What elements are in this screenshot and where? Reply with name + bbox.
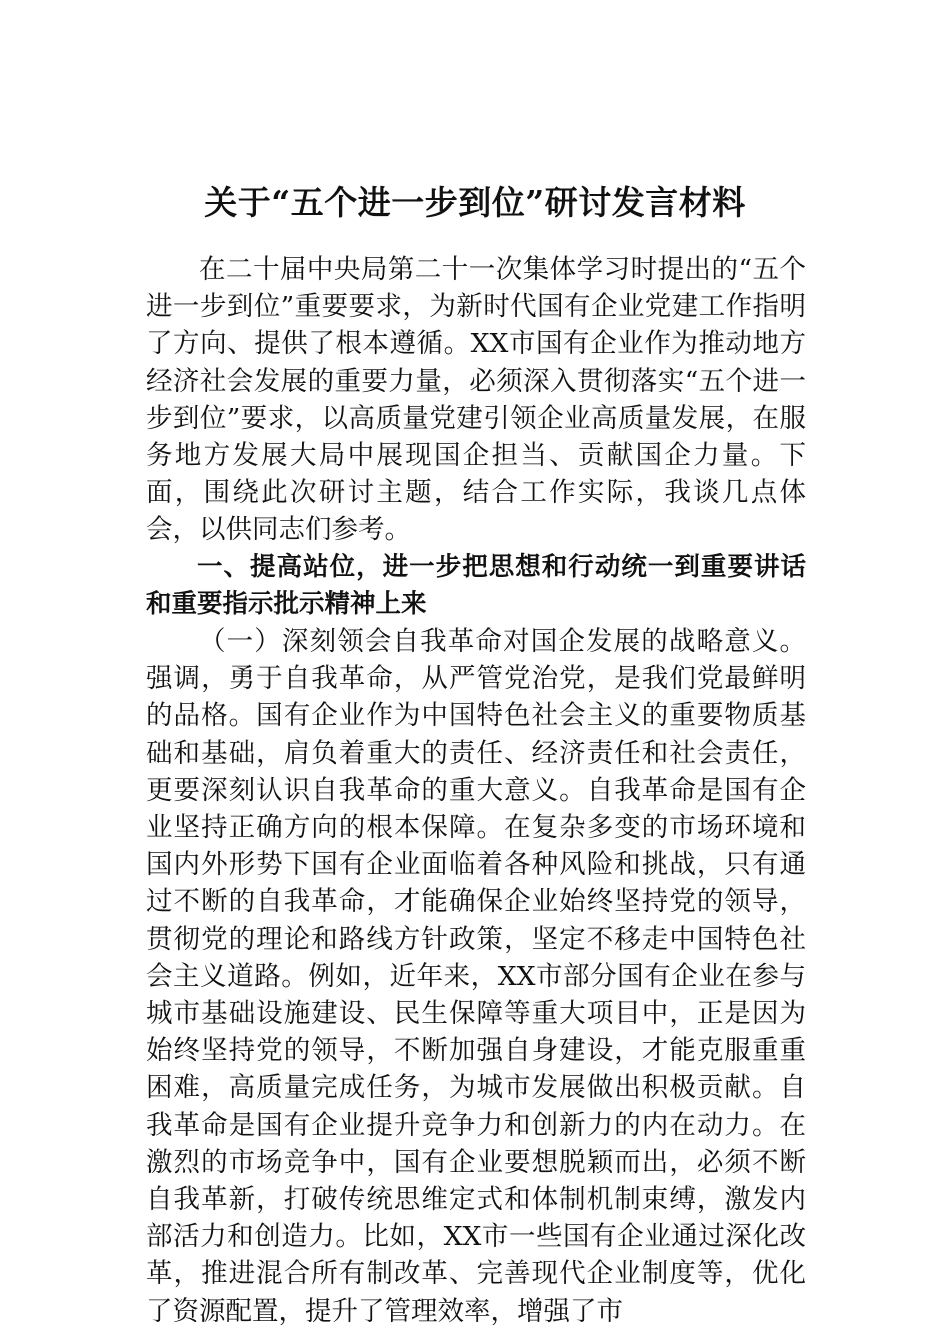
- intro-paragraph: 在二十届中央局第二十一次集体学习时提出的“五个进一步到位”重要要求，为新时代国有企业党建工作指明了方向、提供了根本遵循。XX市国有企业作为推动地方经济社会发展的重要力量，必须深入贯彻落实“五个进一步到位”要求，以高质量党建引领企业高质量发展，在服务地方发展大局中展现国企担当、贡献国企力量。下面，围绕此次研讨主题，结合工作实际，我谈几点体会，以供同志们参考。: [146, 254, 806, 546]
- section-heading: 一、提高站位，进一步把思想和行动统一到重要讲话和重要指示批示精神上来: [146, 551, 806, 619]
- document-body: [146, 251, 806, 1330]
- document-title: 关于“五个进一步到位”研讨发言材料: [204, 183, 746, 223]
- section-paragraph: （一）深刻领会自我革命对国企发展的战略意义。强调，勇于自我革命，从严管党治党，是我们党最鲜明的品格。国有企业作为中国特色社会主义的重要物质基础和基础，肩负着重大的责任、经济责任和社会责任，更要深刻认识自我革命的重大意义。自我革命是国有企业坚持正确方向的根本保障。在复杂多变的市场环境和国内外形势下国有企业面临着各种风险和挑战，只有通过不断的自我革命，才能确保企业始终坚持党的领导，贯彻党的理论和路线方针政策，坚定不移走中国特色社会主义道路。例如，近年来，XX市部分国有企业在参与城市基础设施建设、民生保障等重大项目中，正是因为始终坚持党的领导，不断加强自身建设，才能克服重重困难，高质量完成任务，为城市发展做出积极贡献。自我革命是国有企业提升竞争力和创新力的内在动力。在激烈的市场竞争中，国有企业要想脱颖而出，必须不断自我革新，打破传统思维定式和体制机制束缚，激发内部活力和创造力。比如，XX市一些国有企业通过深化改革，推进混合所有制改革、完善现代企业制度等，优化了资源配置，提升了管理效率，增强了市: [146, 626, 806, 1327]
